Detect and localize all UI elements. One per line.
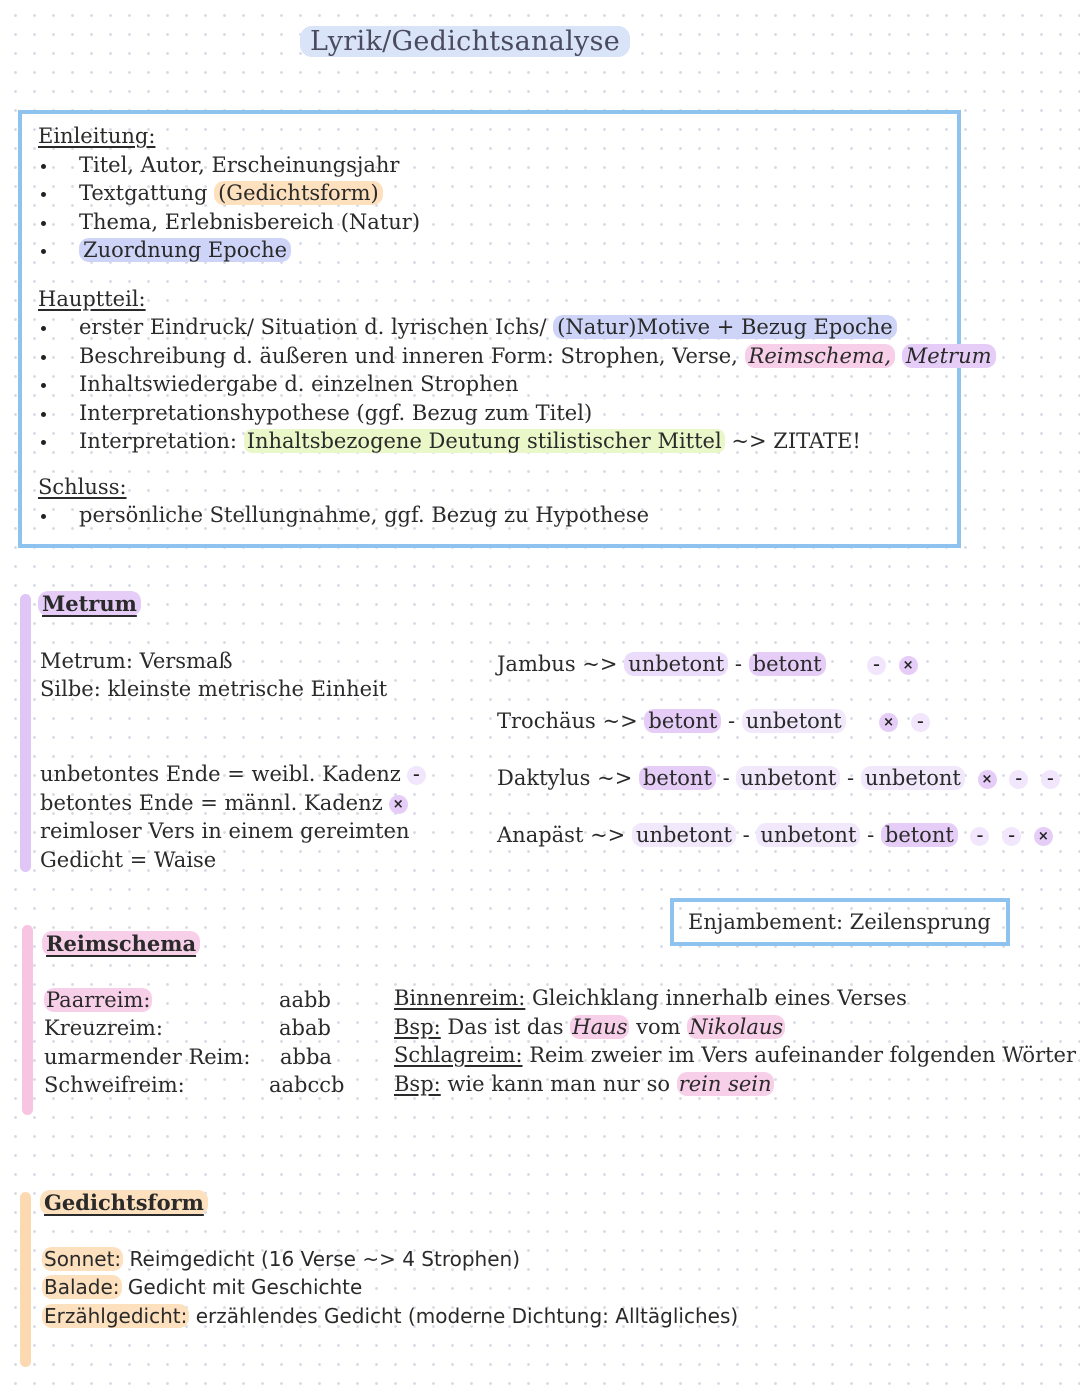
foot-anapaest: Anapäst ~> unbetont - unbetont - betont – – × bbox=[497, 821, 1053, 850]
stressed-mark-icon: × bbox=[1034, 827, 1053, 846]
schluss-heading: Schluss: bbox=[38, 474, 127, 499]
schlagreim-def: Schlagreim: Reim zweier im Vers aufeinander folgenden Wörter bbox=[394, 1043, 1077, 1067]
metrum-bar bbox=[20, 594, 31, 872]
waise-line1: reimloser Vers in einem gereimten bbox=[40, 819, 410, 843]
unstressed-mark-icon: – bbox=[1002, 827, 1021, 846]
reim-row-umarmend: umarmender Reim: bbox=[44, 1045, 251, 1069]
enjambement-box: Enjambement: Zeilensprung bbox=[670, 898, 1010, 946]
foot-trochaeus: Trochäus ~> betont - unbetont × – bbox=[497, 707, 930, 736]
reimschema-heading: Reimschema bbox=[42, 931, 200, 956]
list-item: Beschreibung d. äußeren und inneren Form: Strophen, Verse, Reimschema, Metrum bbox=[38, 342, 996, 371]
metrum-def2: Silbe: kleinste metrische Einheit bbox=[40, 677, 388, 701]
unstressed-mark-icon: – bbox=[970, 827, 989, 846]
einleitung-heading: Einleitung: bbox=[38, 124, 156, 148]
schluss-list bbox=[38, 501, 996, 530]
list-item: erster Eindruck/ Situation d. lyrischen Ichs/ (Natur)Motive + Bezug Epoche bbox=[38, 313, 996, 342]
list-item: Interpretationshypothese (ggf. Bezug zum Titel) bbox=[38, 399, 996, 428]
reim-scheme-paarreim: aabb bbox=[279, 988, 331, 1012]
metrum-heading-wrap bbox=[38, 590, 141, 619]
unstressed-mark-icon: – bbox=[867, 656, 886, 675]
unstressed-mark-icon: – bbox=[1041, 770, 1060, 789]
foot-daktylus: Daktylus ~> betont - unbetont - unbetont × – – bbox=[497, 764, 1060, 793]
list-item: Titel, Autor, Erscheinungsjahr bbox=[38, 151, 996, 180]
overview-content bbox=[38, 122, 996, 530]
sonnet-line: Sonnet: Reimgedicht (16 Verse ~> 4 Strophen) bbox=[44, 1247, 521, 1271]
reim-scheme-schweifreim: aabccb bbox=[269, 1073, 345, 1097]
schlagreim-example: Bsp: wie kann man nur so rein sein bbox=[394, 1072, 772, 1096]
reim-scheme-kreuzreim: abab bbox=[279, 1016, 331, 1040]
kadenz-weibl: unbetontes Ende = weibl. Kadenz – bbox=[40, 760, 426, 789]
binnenreim-example: Bsp: Das ist das Haus vom Nikolaus bbox=[394, 1015, 784, 1039]
list-item: Zuordnung Epoche bbox=[38, 236, 996, 265]
reimschema-bar bbox=[22, 925, 33, 1115]
kadenz-maennl: betontes Ende = männl. Kadenz × bbox=[40, 789, 408, 818]
gedichtsform-heading: Gedichtsform bbox=[40, 1190, 208, 1215]
reim-row-schweifreim: Schweifreim: bbox=[44, 1073, 185, 1097]
metrum-heading: Metrum bbox=[38, 591, 141, 616]
list-item: Textgattung (Gedichtsform) bbox=[38, 179, 996, 208]
waise-line2: Gedicht = Waise bbox=[40, 848, 217, 872]
reim-row-paarreim: Paarreim: bbox=[46, 988, 151, 1012]
reim-scheme-umarmend: abba bbox=[280, 1045, 332, 1069]
list-item: Interpretation: Inhaltsbezogene Deutung stilistischer Mittel ~> ZITATE! bbox=[38, 427, 996, 456]
unstressed-mark-icon: – bbox=[407, 766, 426, 785]
list-item: Thema, Erlebnisbereich (Natur) bbox=[38, 208, 996, 237]
list-item: persönliche Stellungnahme, ggf. Bezug zu Hypothese bbox=[38, 501, 996, 530]
reim-row-kreuzreim: Kreuzreim: bbox=[44, 1016, 163, 1040]
stressed-mark-icon: × bbox=[389, 795, 408, 814]
reimschema-heading-wrap bbox=[42, 930, 200, 959]
page-title: Lyrik/Gedichtsanalyse bbox=[300, 26, 630, 57]
stressed-mark-icon: × bbox=[879, 713, 898, 732]
unstressed-mark-icon: – bbox=[911, 713, 930, 732]
gedichtsform-bar bbox=[20, 1192, 31, 1367]
gedichtsform-heading-wrap bbox=[40, 1189, 208, 1218]
unstressed-mark-icon: – bbox=[1009, 770, 1028, 789]
einleitung-list bbox=[38, 151, 996, 265]
erzaehlgedicht-line: Erzählgedicht: erzählendes Gedicht (moderne Dichtung: Alltägliches) bbox=[44, 1304, 739, 1328]
hauptteil-list bbox=[38, 313, 996, 456]
binnenreim-def: Binnenreim: Gleichklang innerhalb eines Verses bbox=[394, 986, 907, 1010]
stressed-mark-icon: × bbox=[978, 770, 997, 789]
stressed-mark-icon: × bbox=[899, 656, 918, 675]
foot-jambus: Jambus ~> unbetont - betont – × bbox=[497, 650, 918, 679]
hauptteil-heading: Hauptteil: bbox=[38, 286, 146, 311]
balade-line: Balade: Gedicht mit Geschichte bbox=[44, 1275, 363, 1299]
metrum-def1: Metrum: Versmaß bbox=[40, 649, 233, 673]
list-item: Inhaltswiedergabe d. einzelnen Strophen bbox=[38, 370, 996, 399]
